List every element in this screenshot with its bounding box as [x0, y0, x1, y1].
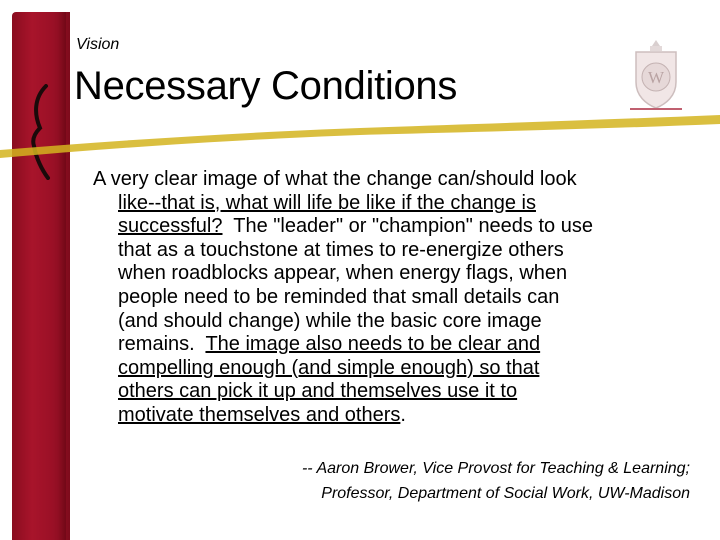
- underlined-text: compelling enough (and simple enough) so that: [118, 356, 540, 379]
- text-segment: A very clear image of what the change can/should look: [93, 168, 577, 190]
- text-segment: The "leader" or "champion" needs to use: [222, 215, 593, 238]
- text-segment: people need to be reminded that small details can: [118, 285, 560, 308]
- underlined-text: motivate themselves and others: [118, 403, 401, 426]
- quote-line: [93, 404, 698, 428]
- quote-line: [93, 310, 698, 334]
- quote-line: [93, 380, 698, 404]
- bracket-ornament-icon: [24, 84, 54, 180]
- quote-line: [93, 286, 698, 310]
- underlined-text: The image also needs to be clear and: [205, 333, 541, 356]
- attribution-line-1: -- Aaron Brower, Vice Provost for Teaching & Learning;: [301, 460, 690, 477]
- quote-body: [93, 168, 698, 428]
- quote-line: [93, 192, 698, 216]
- quote-line: [93, 357, 698, 381]
- uw-crest-logo-icon: [630, 38, 682, 112]
- text-segment: remains.: [118, 333, 206, 356]
- underlined-text: successful?: [118, 215, 223, 238]
- quote-line: [93, 262, 698, 286]
- text-segment: .: [400, 403, 406, 426]
- slide-title: Necessary Conditions: [74, 64, 458, 108]
- quote-line: [93, 239, 698, 263]
- red-bar-shadow: [58, 12, 66, 540]
- attribution-line-2: Professor, Department of Social Work, UW-Madison: [321, 485, 690, 502]
- quote-line: [93, 215, 698, 239]
- section-label: Vision: [76, 36, 120, 53]
- crest-letter: W: [647, 68, 665, 87]
- quote-line: [93, 168, 698, 192]
- text-segment: that as a touchstone at times to re-energize others: [118, 238, 564, 261]
- underlined-text: others can pick it up and themselves use it to: [118, 380, 518, 403]
- text-segment: (and should change) while the basic core image: [118, 309, 542, 332]
- quote-line: [93, 333, 698, 357]
- underlined-text: like--that is, what will life be like if the change is: [118, 191, 536, 214]
- text-segment: when roadblocks appear, when energy flags, when: [118, 262, 568, 285]
- attribution: [150, 456, 690, 506]
